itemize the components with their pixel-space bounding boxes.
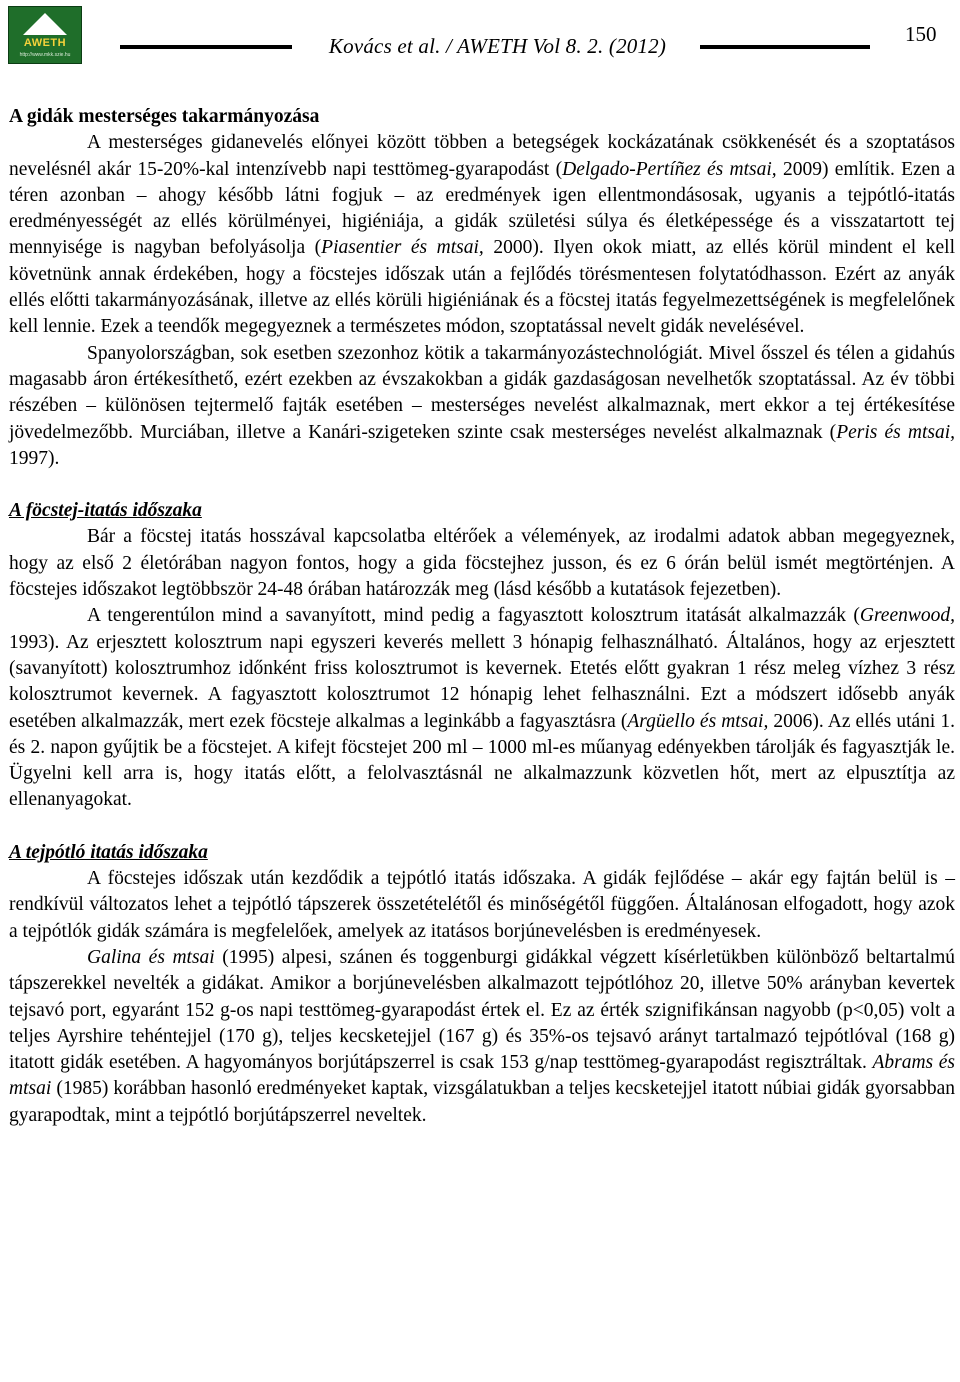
header-rule-right	[700, 45, 870, 49]
paragraph-6	[9, 945, 955, 1129]
citation: Argüello és mtsai,	[627, 710, 769, 732]
text-run: 2000). Ilyen okok miatt, az ellés körül mindent el kell követnünk annak érdekében, hogy a föcstejes időszak után a fejlődés törésmentesen folytatódhasson. Ezért az anyák ellés előtti takarmányozásának, illetve az ellés körüli higiéniának és a föcstej itatás fegyelmezettségének is megfelelőnek kell lennie. Ezek a teendők megegyeznek a természetes módon, szoptatással nevelt gidák nevelésével.	[9, 237, 955, 338]
text-run: 2006). Az ellés utáni 1. és 2. napon gyűjtik be a föcstejet. A kifejt föcstejet 200 ml – 1000 ml-es műanyag edényekben tárolják és fagyasztják le. Ügyelni kell arra is, hogy itatás előtt, a felolvasztásnál ne alkalmazzunk közvetlen hőt, mert az elpusztítja az ellenanyagokat.	[9, 710, 955, 811]
section-title-milk-replacer: A tejpótló itatás időszaka	[9, 841, 208, 863]
logo-text: AWETH	[23, 37, 67, 49]
citation: Abrams és mtsai	[9, 1052, 955, 1100]
article-body	[9, 104, 955, 1129]
text-run: A tengerentúlon mind a savanyított, mind pedig a fagyasztott kolosztrum itatását alkalmazzák (	[87, 605, 860, 627]
text-run: (1985) korábban hasonló eredményeket kaptak, vizsgálatukban a teljes kecsketejjel itatott núbiai gidák gyorsabban gyarapodtak, mint a tejpótló borjútápszerrel neveltek.	[9, 1078, 955, 1126]
text-run: 1997).	[9, 447, 60, 469]
citation: Piasentier és mtsai,	[321, 237, 484, 259]
text-run: A mesterséges gidanevelés előnyei között többen a betegségek kockázatának csökkenését és a szoptatásos nevelésnél akár 15-20%-kal intenzívebb napi testtömeg-gyarapodást (	[9, 132, 955, 180]
logo-roof-icon	[23, 13, 67, 35]
citation: Galina és mtsai	[87, 946, 215, 968]
paragraph-5: A föcstejes időszak után kezdődik a tejpótló itatás időszaka. A gidák fejlődése – akár egy fajtán belül is – rendkívül változatos lehet a tejpótló tápszerek összetételétől és minőségétől függően. Általánosan elfogadott, hogy azok a tejpótlók gidák számára is megfelelőek, amelyek az itatásos borjúnevelésben is eredményesek.	[9, 868, 955, 942]
citation: Delgado-Pertíñez és mtsai,	[562, 158, 777, 180]
article-heading: A gidák mesterséges takarmányozása	[9, 106, 320, 127]
section-title-colostrum: A föcstej-itatás időszaka	[9, 500, 202, 522]
page-header	[0, 0, 960, 70]
text-run: (1995) alpesi, szánen és toggenburgi gidákkal végzett kísérletükben különböző beltartalmú tápszerekkel nevelték a gidákat. Amikor a borjúnevelésben alkalmazott tejpótlóhoz 20, illetve 50% arányban kevertek tejsavó port, egyaránt 152 g-os napi testtömeg-gyarapodást értek el. Ez az érték szignifikánsan nagyobb (p<0,05) volt a teljes Ayrshire tehéntejjel (170 g), teljes kecsketejjel (167 g) és 35%-os tejsavó arányt tartalmazó tejpótlóval (168 g) itatott gidák esetében. A hagyományos borjútápszerrel is csak 153 g/nap testtömeg-gyarapodást regisztráltak.	[9, 946, 955, 1074]
citation: Peris és mtsai,	[836, 421, 955, 443]
header-rule-left	[120, 45, 292, 49]
paragraph-2	[9, 341, 955, 472]
text-run: Spanyolországban, sok esetben szezonhoz kötik a takarmányozástechnológiát. Mivel ősszel és télen a gidahús magasabb áron értékesíthető, ezért ezekben az évszakokban a gidák gazdaságosan nevelhetők szoptatással. Az év többi részében – különösen tejtermelő fajták esetében – mesterséges nevelést alkalmaznak, mert ekkor a tej értékesítése jövedelmezőbb. Murciában, illetve a Kanári-szigeteken szinte csak mesterséges nevelést alkalmaznak (	[9, 342, 955, 443]
citation: Greenwood,	[859, 605, 955, 627]
paragraph-3: Bár a föcstej itatás hosszával kapcsolatba eltérőek a vélemények, az irodalmi adatok abban megegyeznek, hogy az első 2 életórában nagyon fontos, hogy a gida föcstejhez jusson, és ez 6 órán belül ismét megtörténjen. A föcstejes időszakot legtöbbször 24-48 órában határozzák meg (lásd később a kutatások fejezetben).	[9, 526, 955, 601]
text-run: 2009) említik. Ezen a téren azonban – ahogy később látni fogjuk – az eredmények igen ellentmondásosak, ugyanis a tejpótló-itatás eredményességét az ellés körülményei, higiéniája, a gidák születési súlya és életképessége és a visszatartott tej mennyisége is nagyban befolyásolja (	[9, 158, 955, 259]
running-title: Kovács et al. / AWETH Vol 8. 2. (2012)	[328, 34, 667, 58]
page-number: 150	[905, 22, 937, 46]
journal-logo	[8, 6, 82, 64]
paragraph-1	[9, 130, 955, 340]
text-run: 1993). Az erjesztett kolosztrum napi egyszeri keverés mellett 3 hónapig felhasználható. Általános, hogy az erjesztett (savanyított) kolosztrumhoz időnként friss kolosztrumot is kevernek. Etetés előtt gyakran 1 rész meleg vízhez 3 rész kolosztrumot kevernek. A fagyasztott kolosztrumot 12 hónapig lehet felhasználni. Ezt a módszert idősebb anyák esetében alkalmazzák, mert ezek föcsteje alkalmas a leginkább a fagyasztásra (	[9, 631, 955, 732]
paragraph-4	[9, 603, 955, 813]
logo-url: http://www.mkk.szie.hu	[19, 52, 71, 58]
